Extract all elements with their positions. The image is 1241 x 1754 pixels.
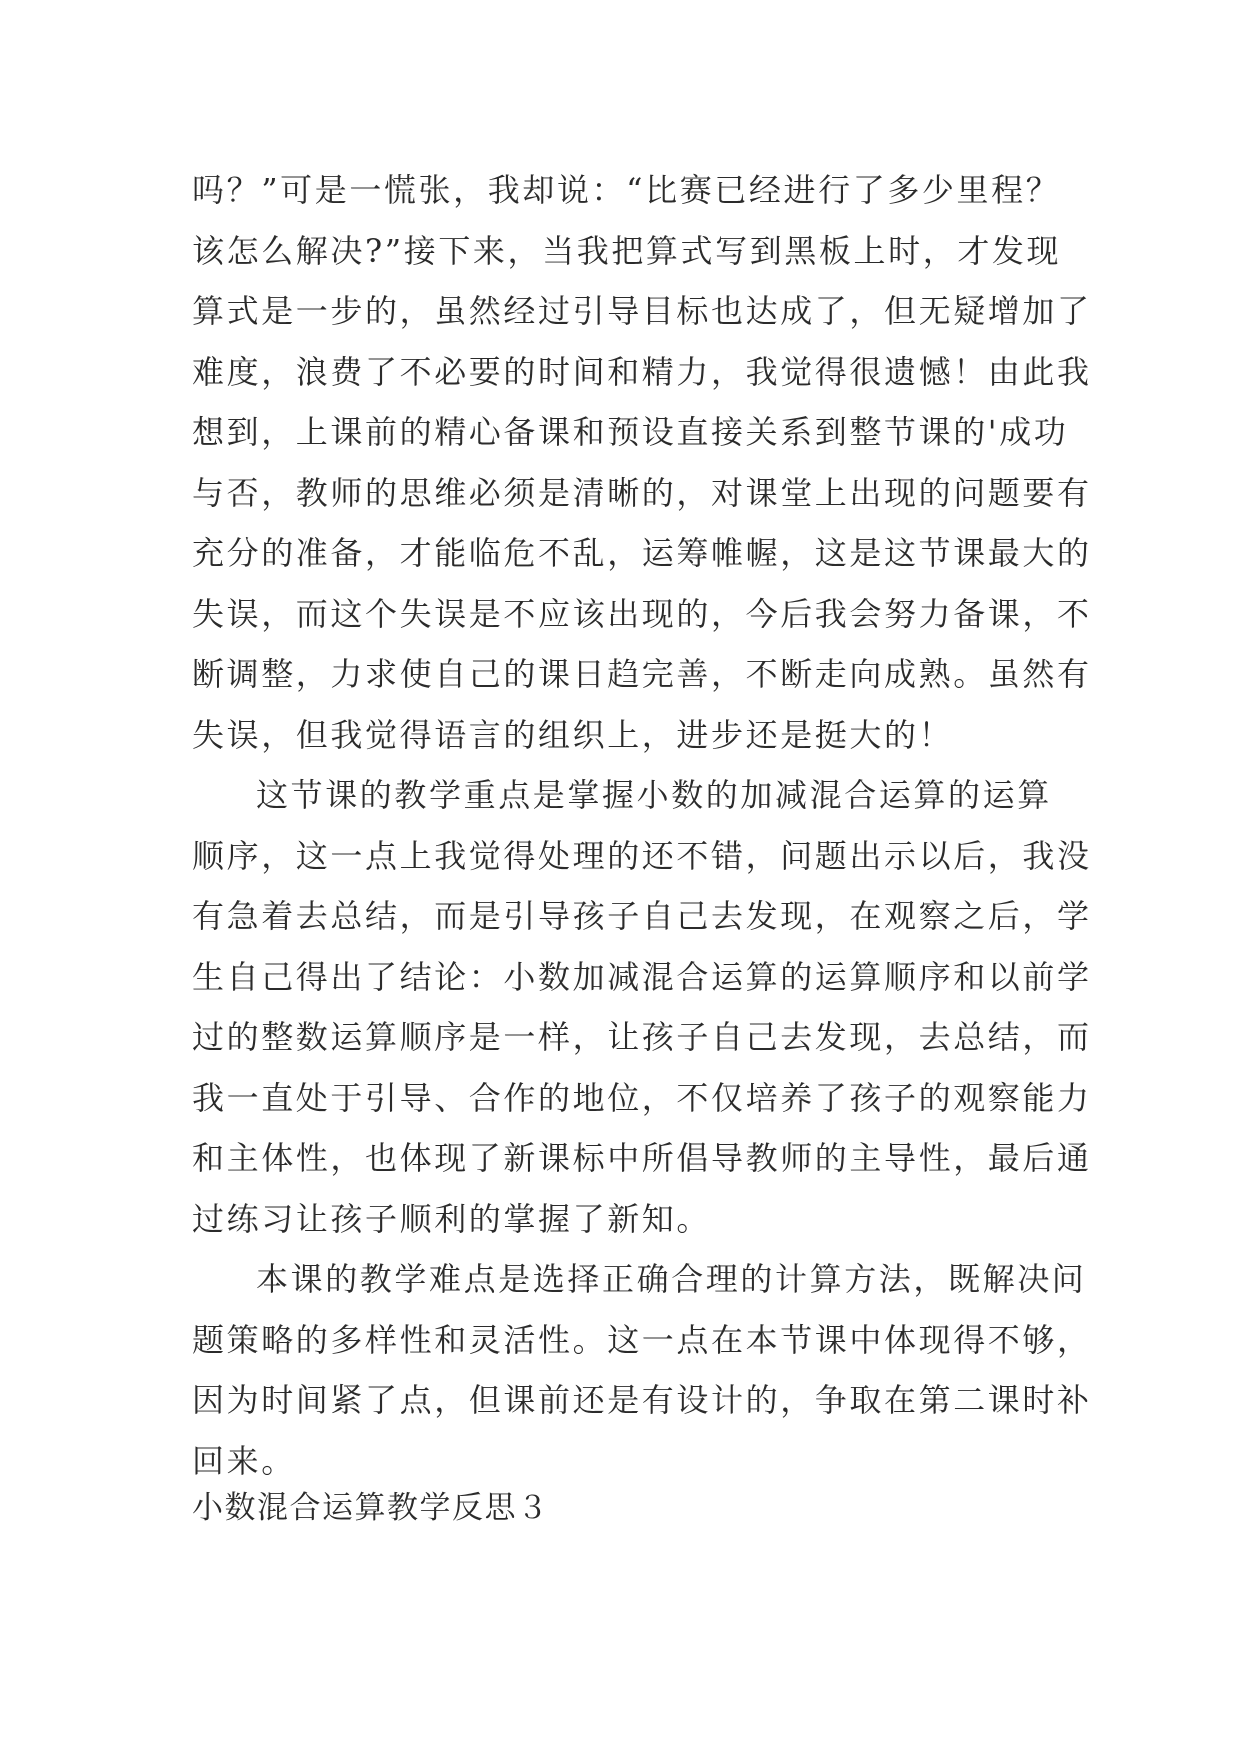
text-line-indented: 这节课的教学重点是掌握小数的加减混合运算的运算 [256, 776, 1052, 814]
text-line: 我一直处于引导、合作的地位，不仅培养了孩子的观察能力 [192, 1078, 1092, 1117]
text-line: 失误，但我觉得语言的组织上，进步还是挺大的！ [192, 715, 954, 754]
text-line: 过练习让孩子顺利的掌握了新知。 [192, 1199, 712, 1238]
text-line: 有急着去总结，而是引导孩子自己去发现，在观察之后，学 [192, 897, 1092, 935]
text-line: 断调整，力求使自己的课日趋完善，不断走向成熟。虽然有 [192, 655, 1092, 693]
paragraph-3 [192, 1249, 1092, 1491]
text-line: 吗？”可是一慌张，我却说：“比赛已经进行了多少里程？ [192, 171, 1061, 209]
text-line: 失误，而这个失误是不应该出现的，今后我会努力备课，不 [192, 594, 1092, 633]
text-line: 顺序，这一点上我觉得处理的还不错，问题出示以后，我没 [192, 836, 1092, 875]
text-line: 题策略的多样性和灵活性。这一点在本节课中体现得不够， [192, 1320, 1092, 1359]
document-body [192, 160, 1092, 1491]
text-line: 和主体性，也体现了新课标中所倡导教师的主导性，最后通 [192, 1139, 1092, 1177]
paragraph-2 [192, 765, 1092, 1249]
text-line: 该怎么解决?”接下来，当我把算式写到黑板上时，才发现 [192, 231, 1062, 270]
text-line-indented: 本课的教学难点是选择正确合理的计算方法，既解决问 [256, 1260, 1087, 1298]
text-line: 与否，教师的思维必须是清晰的，对课堂上出现的问题要有 [192, 473, 1092, 512]
text-line: 算式是一步的，虽然经过引导目标也达成了，但无疑增加了 [192, 292, 1092, 330]
text-line: 充分的准备，才能临危不乱，运筹帷幄，这是这节课最大的 [192, 534, 1092, 572]
text-line: 过的整数运算顺序是一样，让孩子自己去发现，去总结，而 [192, 1018, 1092, 1056]
section-heading: 小数混合运算教学反思３ [192, 1490, 550, 1526]
paragraph-1 [192, 160, 1092, 765]
text-line: 想到，上课前的精心备课和预设直接关系到整节课的'成功 [192, 413, 1069, 451]
text-line: 因为时间紧了点，但课前还是有设计的，争取在第二课时补 [192, 1381, 1092, 1419]
text-line: 生自己得出了结论：小数加减混合运算的运算顺序和以前学 [192, 957, 1092, 996]
text-line: 回来。 [192, 1441, 296, 1480]
text-line: 难度，浪费了不必要的时间和精力，我觉得很遗憾！由此我 [192, 352, 1092, 391]
